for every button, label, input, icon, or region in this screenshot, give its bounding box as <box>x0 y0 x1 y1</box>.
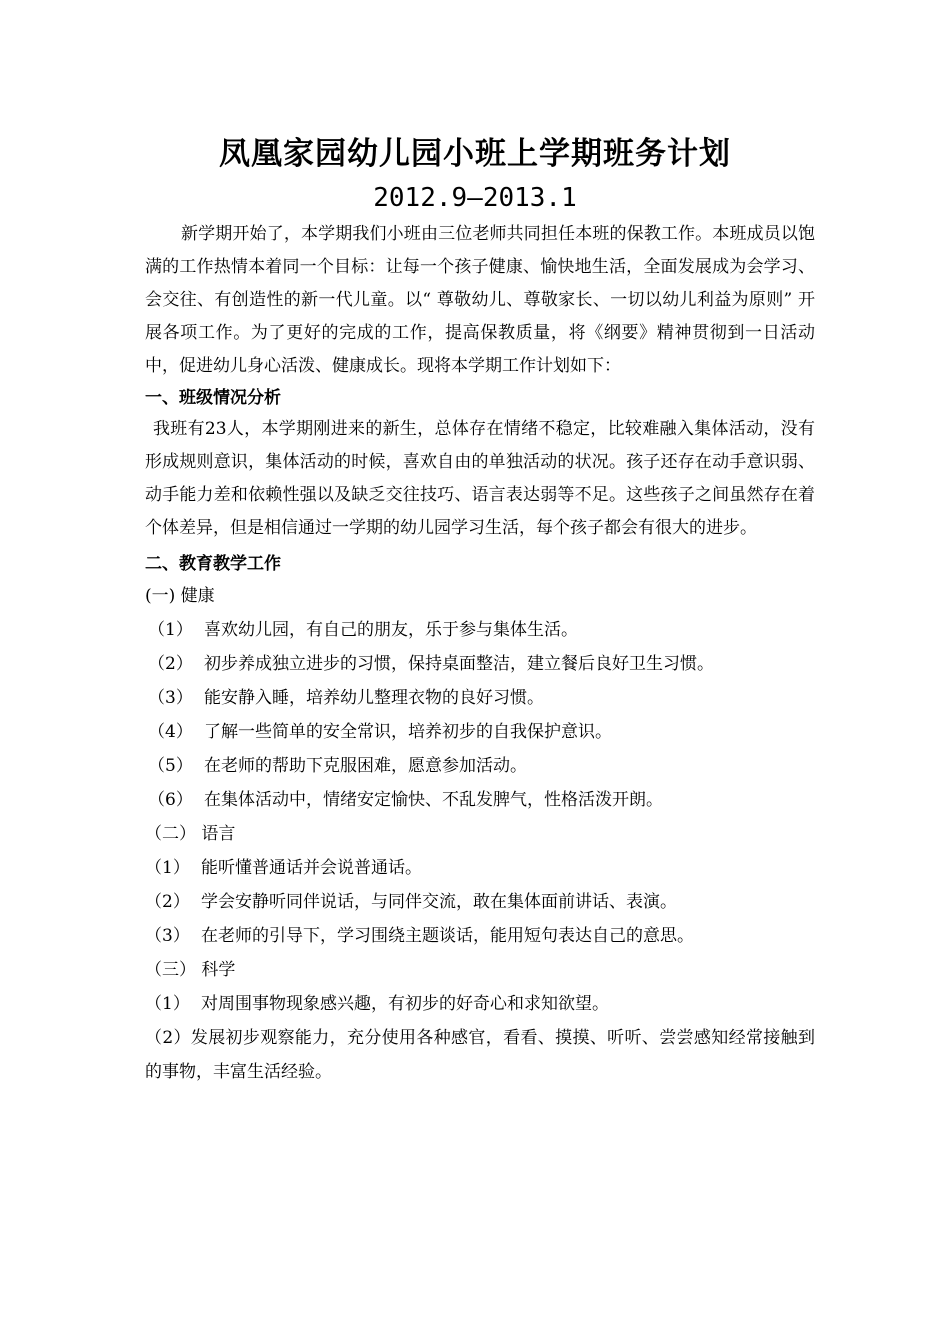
language-list <box>145 851 815 953</box>
list-item: （1） 喜欢幼儿园，有自己的朋友，乐于参与集体生活。 <box>148 620 578 640</box>
health-list <box>145 613 815 817</box>
list-item: （1） 对周围事物现象感兴趣，有初步的好奇心和求知欲望。 <box>145 994 609 1014</box>
class-analysis-paragraph: 我班有23人，本学期刚进来的新生，总体存在情绪不稳定，比较难融入集体活动，没有形成规则意识，集体活动的时候，喜欢自由的单独活动的状况。孩子还存在动手意识弱、动手能力差和依赖性强以及缺乏交往技巧、语言表达弱等不足。这些孩子之间虽然存在着个体差异，但是相信通过一学期的幼儿园学习生活，每个孩子都会有很大的进步。 <box>145 419 815 538</box>
subsection-health-label: (一) 健康 <box>145 586 215 606</box>
subsection-language-label: （二） 语言 <box>145 824 236 844</box>
list-item: （2） 学会安静听同伴说话，与同伴交流，敢在集体面前讲话、表演。 <box>145 892 677 912</box>
list-item: （5） 在老师的帮助下克服困难，愿意参加活动。 <box>148 756 527 776</box>
date-range: 2012.9—2013.1 <box>373 183 577 213</box>
list-item: （6） 在集体活动中，情绪安定愉快、不乱发脾气，性格活泼开朗。 <box>148 790 663 810</box>
section-heading-class-analysis: 一、班级情况分析 <box>145 388 281 408</box>
list-item: （3） 在老师的引导下，学习围绕主题谈话，能用短句表达自己的意思。 <box>145 926 694 946</box>
science-list <box>145 987 815 1089</box>
document-title: 凤凰家园幼儿园小班上学期班务计划 <box>219 136 731 172</box>
list-item: （4） 了解一些简单的安全常识，培养初步的自我保护意识。 <box>148 722 612 742</box>
subsection-science-label: （三） 科学 <box>145 960 236 980</box>
list-item: （3） 能安静入睡，培养幼儿整理衣物的良好习惯。 <box>148 688 544 708</box>
section-heading-teaching: 二、教育教学工作 <box>145 554 281 574</box>
list-item: （1） 能听懂普通话并会说普通话。 <box>145 858 422 878</box>
document-body <box>145 218 815 1089</box>
intro-paragraph: 新学期开始了，本学期我们小班由三位老师共同担任本班的保教工作。本班成员以饱满的工作热情本着同一个目标：让每一个孩子健康、愉快地生活，全面发展成为会学习、会交往、有创造性的新一代儿童。以“ 尊敬幼儿、尊敬家长、一切以幼儿利益为原则” 开展各项工作。为了更好的完成的工作，提高保教质量，将《纲要》精神贯彻到一日活动中，促进幼儿身心活泼、健康成长。现将本学期工作计划如下： <box>145 224 815 376</box>
list-item: （2）发展初步观察能力，充分使用各种感官，看看、摸摸、听听、尝尝感知经常接触到的事物，丰富生活经验。 <box>145 1028 815 1082</box>
list-item: （2） 初步养成独立进步的习惯，保持桌面整洁，建立餐后良好卫生习惯。 <box>148 654 714 674</box>
